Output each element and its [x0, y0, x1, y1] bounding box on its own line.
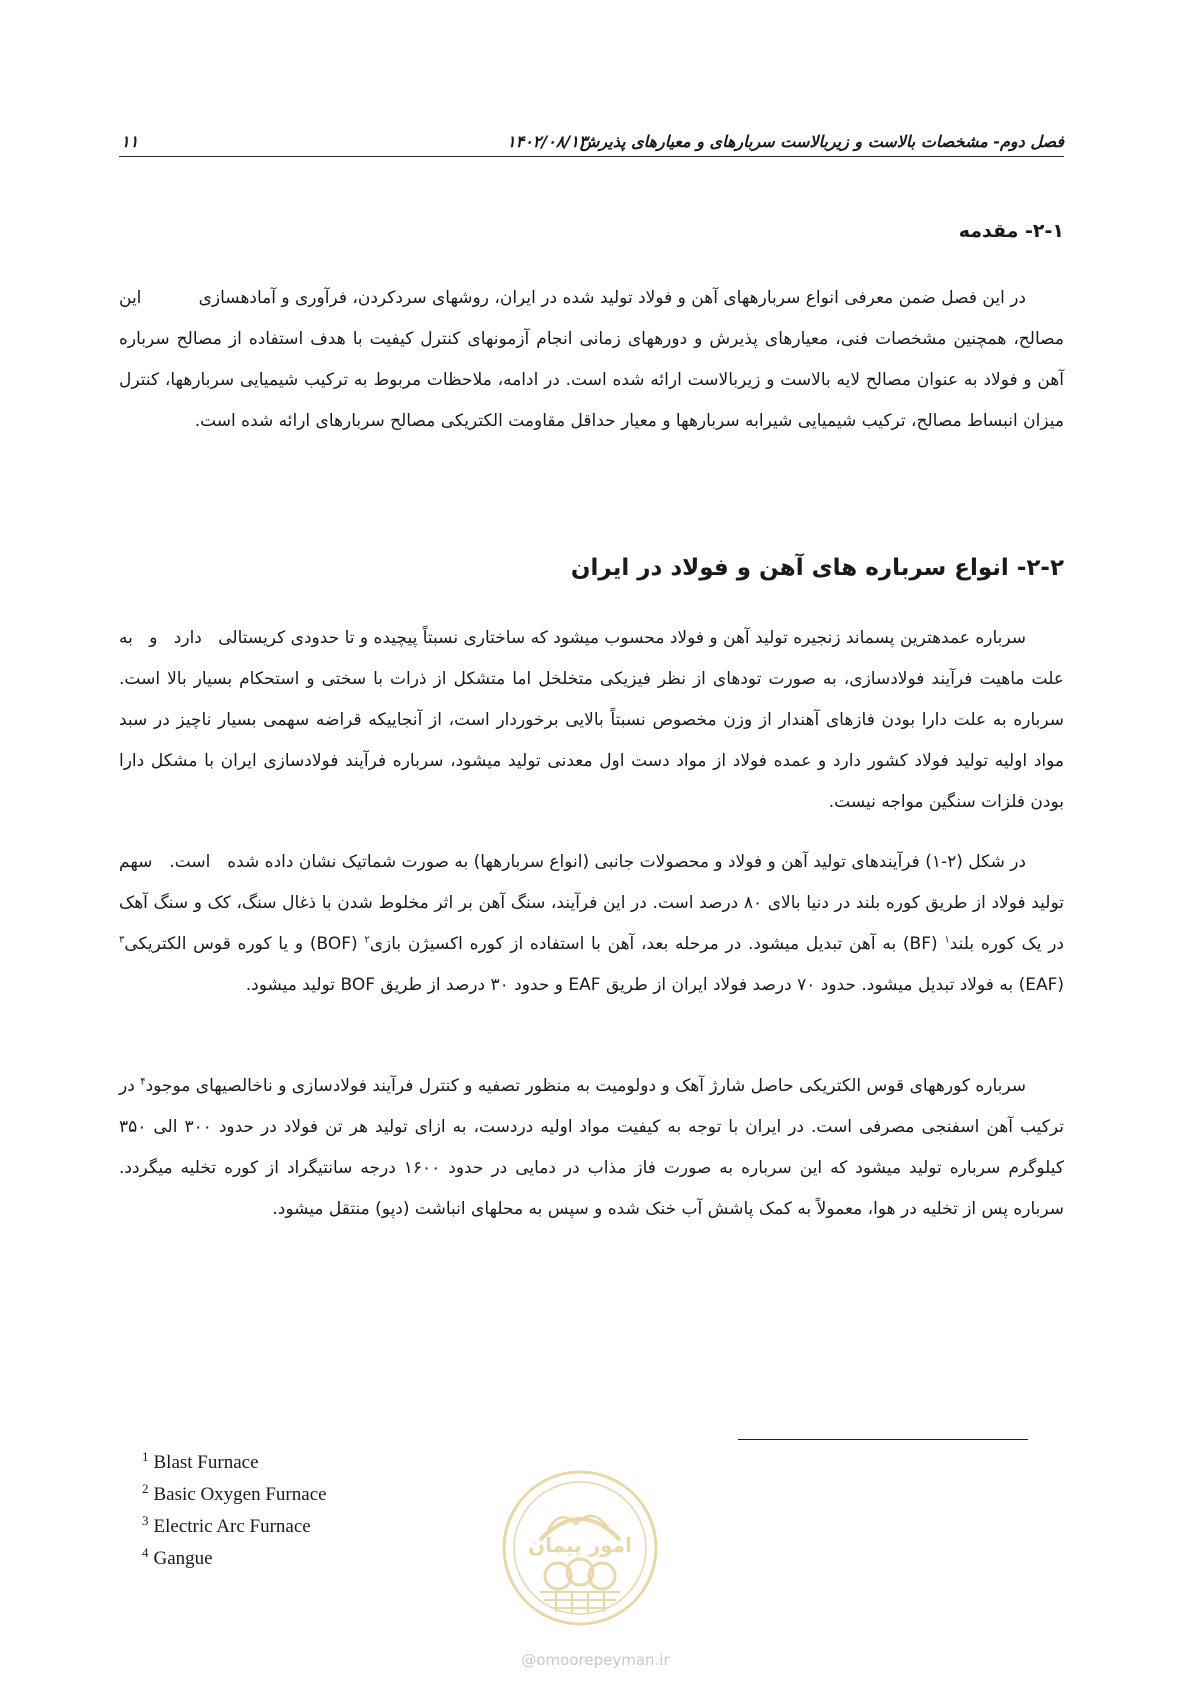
- footnote-text: Basic Oxygen Furnace: [153, 1484, 327, 1505]
- paragraph-text: (BOF) و یا کوره قوس الکتریکی: [124, 934, 365, 954]
- footnote-list: [142, 1447, 327, 1575]
- running-header: [119, 130, 1064, 157]
- footnote-number: 4: [142, 1545, 149, 1560]
- watermark-seal-icon: [500, 1468, 660, 1628]
- footnote-item: [142, 1447, 327, 1479]
- footnote-ref[interactable]: ۲: [364, 934, 370, 946]
- paragraph-first-line: در شکل (۲-۱) فرآیندهای تولید آهن و فولاد و محصولات جانبی (انواع سربارهها) به صورت شماتیک نشان داده شده: [227, 852, 1026, 872]
- paragraph-text: این مصالح، همچنین مشخصات فنی، معیارهای پذیرش و دورههای زمانی انجام آزمونهای کنترل کیفیت با هدف استفاده از مصالح سرباره آهن و فولاد به عنوان مصالح لایه بالاست و زیربالاست ارائه شده است. در ادامه، ملاحظات مربوط به ترکیب شیمیایی سربارهها، کنترل میزان انبساط مصالح، ترکیب شیمیایی شیرابه سربارهها و معیار حداقل مقاومت الکتریکی مصالح سربارهای ارائه شده است.: [119, 288, 1064, 431]
- footnote-ref[interactable]: ۴: [140, 1076, 146, 1088]
- paragraph-first-line: سرباره عمدهترین پسماند زنجیره تولید آهن و فولاد محسوب میشود که ساختاری نسبتاً پیچیده و تا حدودی کریستالی: [218, 628, 1027, 648]
- header-date: ۱۴۰۲/۰۸/۱۳: [507, 132, 588, 151]
- section-heading-introduction: ۲-۱- مقدمه: [958, 220, 1064, 242]
- footnote-number: 1: [142, 1449, 149, 1464]
- footnote-ref[interactable]: ۳: [119, 934, 125, 946]
- paragraph-first-line: در این فصل ضمن معرفی انواع سربارههای آهن و فولاد تولید شده در ایران، روشهای سردکردن، فرآوری و آمادهسازی: [198, 288, 1026, 308]
- paragraph-text: (BF) به آهن تبدیل میشود. در مرحله بعد، آهن با استفاده از کوره اکسیژن بازی: [369, 934, 945, 954]
- footnote-separator: [738, 1439, 1028, 1440]
- chapter-title: فصل دوم- مشخصات بالاست و زیربالاست سربارهای و معیارهای پذیرش: [579, 132, 1064, 151]
- paragraph-text: (EAF) به فولاد تبدیل میشود. حدود ۷۰ درصد فولاد ایران از طریق EAF و حدود ۳۰ درصد از طریق BOF تولید میشود.: [245, 975, 1064, 995]
- footnote-number: 2: [142, 1481, 149, 1496]
- footnote-item: [142, 1479, 327, 1511]
- watermark-site: @omoorepeyman.ir: [521, 1651, 670, 1669]
- footnote-number: 3: [142, 1513, 149, 1528]
- seal-text: امور پیمان: [528, 1533, 632, 1557]
- footnote-item: [142, 1511, 327, 1543]
- section-heading-slag-types: ۲-۲- انواع سرباره های آهن و فولاد در ایران: [570, 555, 1064, 581]
- paragraph: [119, 618, 1064, 823]
- footnote-text: Blast Furnace: [153, 1452, 259, 1473]
- footnote-ref[interactable]: ۱: [944, 934, 950, 946]
- paragraph-text: در ترکیب آهن اسفنجی مصرفی است. در ایران با توجه به کیفیت مواد اولیه دردست، به ازای تولید هر تن فولاد در حدود ۳۰۰ الی ۳۵۰ کیلوگرم سرباره تولید میشود که این سرباره به صورت فاز مذاب در دمایی در حدود ۱۶۰۰ درجه سانتیگراد از کوره تخلیه میگردد. سرباره پس از تخلیه در هوا، معمولاً به کمک پاشش آب خنک شده و سپس به محلهای انباشت (دپو) منتقل میشود.: [119, 1076, 1064, 1219]
- paragraph-text: دارد و به علت ماهیت فرآیند فولادسازی، به صورت تودهای از نظر فیزیکی متخلخل اما متشکل از ذرات با سختی و استحکام بسیار بالا است. سرباره به علت دارا بودن فازهای آهندار از وزن مخصوص نسبتاً بالایی برخوردار است، از آنجاییکه قراضه سهمی بسیار ناچیز در سبد مواد اولیه تولید فولاد کشور دارد و عمده فولاد از مواد دست اول معدنی تولید میشود، سرباره فرآیند فولادسازی ایران با مشکل دارا بودن فلزات سنگین مواجه نیست.: [119, 628, 1064, 812]
- paragraph: [119, 1066, 1064, 1230]
- paragraph-text: است. سهم تولید فولاد از طریق کوره بلند در دنیا بالای ۸۰ درصد است. در این فرآیند، سنگ آهن بر اثر مخلوط شدن با ذغال سنگ، کک و سنگ آهک در یک کوره بلند: [119, 852, 1065, 954]
- paragraph: [119, 842, 1064, 1006]
- paragraph-text: ناخالصیهای موجود: [145, 1076, 273, 1096]
- paragraph: [119, 278, 1064, 442]
- footnote-item: [142, 1543, 327, 1575]
- page-number: ۱۱: [121, 132, 139, 151]
- footnote-text: Electric Arc Furnace: [153, 1516, 311, 1537]
- paragraph-first-line: سرباره کورههای قوس الکتریکی حاصل شارژ آهک و دولومیت به منظور تصفیه و کنترل فرآیند فولادسازی و: [278, 1076, 1027, 1096]
- footnote-text: Gangue: [153, 1548, 213, 1569]
